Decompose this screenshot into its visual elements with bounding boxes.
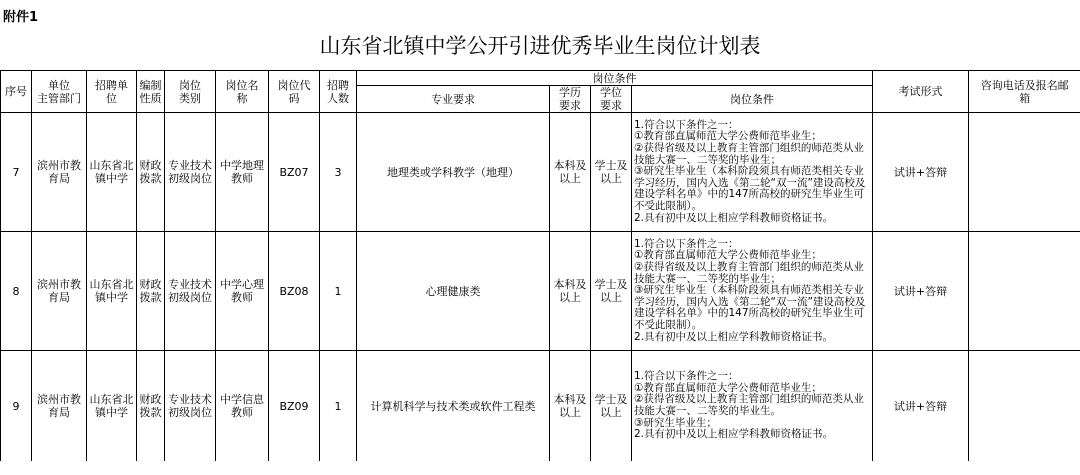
header-conditions: 岗位条件 xyxy=(632,86,873,113)
cell-post-code: BZ09 xyxy=(269,351,320,462)
cell-post-name: 中学地理教师 xyxy=(216,113,269,232)
condition-line: 1.符合以下条件之一： xyxy=(634,118,739,131)
cell-seq: 8 xyxy=(1,232,32,351)
cell-degree: 学士及以上 xyxy=(591,232,632,351)
cell-nature: 财政拨款 xyxy=(137,351,165,462)
cell-contact xyxy=(969,232,1080,351)
cell-unit: 山东省北镇中学 xyxy=(87,232,137,351)
cell-post-code: BZ08 xyxy=(269,232,320,351)
header-post-code: 岗位代 码 xyxy=(269,71,320,113)
cell-degree: 学士及以上 xyxy=(591,351,632,462)
cell-major: 地理类或学科教学（地理） xyxy=(357,113,550,232)
cell-dept: 滨州市教育局 xyxy=(32,113,87,232)
header-unit: 招聘单 位 xyxy=(87,71,137,113)
header-exam: 考试形式 xyxy=(873,71,969,113)
cell-conditions xyxy=(632,232,873,351)
cell-post-name: 中学心理教师 xyxy=(216,232,269,351)
cell-exam: 试讲+答辩 xyxy=(873,113,969,232)
cell-nature: 财政拨款 xyxy=(137,113,165,232)
header-category: 岗位 类别 xyxy=(165,71,216,113)
condition-line: ②获得省级及以上教育主管部门组织的师范类从业技能大赛一、二等奖的毕业生； xyxy=(634,142,864,166)
cell-contact xyxy=(969,351,1080,462)
cell-exam: 试讲+答辩 xyxy=(873,351,969,462)
condition-line: 1.符合以下条件之一： xyxy=(634,370,739,383)
header-count: 招聘 人数 xyxy=(320,71,357,113)
cell-contact xyxy=(969,113,1080,232)
cell-category: 专业技术初级岗位 xyxy=(165,113,216,232)
cell-count: 1 xyxy=(320,351,357,462)
cell-unit: 山东省北镇中学 xyxy=(87,113,137,232)
cell-count: 1 xyxy=(320,232,357,351)
table-row xyxy=(1,113,1080,232)
header-post-name: 岗位名 称 xyxy=(216,71,269,113)
condition-line: 2.具有初中及以上相应学科教师资格证书。 xyxy=(634,428,834,441)
cell-count: 3 xyxy=(320,113,357,232)
cell-unit: 山东省北镇中学 xyxy=(87,351,137,462)
cell-education: 本科及以上 xyxy=(550,113,591,232)
cell-dept: 滨州市教育局 xyxy=(32,232,87,351)
condition-line: ③研究生毕业生； xyxy=(634,416,717,429)
condition-line: ①教育部直属师范大学公费师范毕业生； xyxy=(634,381,822,394)
condition-line: ①教育部直属师范大学公费师范毕业生； xyxy=(634,249,822,262)
page-title: 山东省北镇中学公开引进优秀毕业生岗位计划表 xyxy=(319,34,761,58)
cell-post-name: 中学信息教师 xyxy=(216,351,269,462)
cell-seq: 9 xyxy=(1,351,32,462)
cell-major: 计算机科学与技术类或软件工程类 xyxy=(357,351,550,462)
header-seq: 序号 xyxy=(1,71,32,113)
cell-post-code: BZ07 xyxy=(269,113,320,232)
cell-seq: 7 xyxy=(1,113,32,232)
cell-category: 专业技术初级岗位 xyxy=(165,351,216,462)
condition-line: ②获得省级及以上教育主管部门组织的师范类从业技能大赛一、二等奖的毕业生。 xyxy=(634,393,864,417)
condition-line: ③研究生毕业生（本科阶段须具有师范类相关专业学习经历，国内入选《第二轮“双一流”建设高校及建设学科名单》中的147所高校的研究生毕业生可不受此限制）。 xyxy=(634,284,866,331)
table-row xyxy=(1,232,1080,351)
cell-category: 专业技术初级岗位 xyxy=(165,232,216,351)
cell-conditions xyxy=(632,351,873,462)
header-dept: 单位 主管部门 xyxy=(32,71,87,113)
condition-line: ②获得省级及以上教育主管部门组织的师范类从业技能大赛一、二等奖的毕业生； xyxy=(634,261,864,285)
condition-line: 2.具有初中及以上相应学科教师资格证书。 xyxy=(634,330,834,343)
condition-line: ①教育部直属师范大学公费师范毕业生； xyxy=(634,130,822,143)
header-education: 学历 要求 xyxy=(550,86,591,113)
table-row xyxy=(1,351,1080,462)
condition-line: 2.具有初中及以上相应学科教师资格证书。 xyxy=(634,211,834,224)
header-degree: 学位 要求 xyxy=(591,86,632,113)
cell-exam: 试讲+答辩 xyxy=(873,232,969,351)
condition-line: 1.符合以下条件之一： xyxy=(634,237,739,250)
header-conditions-group: 岗位条件 xyxy=(357,71,873,86)
header-contact: 咨询电话及报名邮 箱 xyxy=(969,71,1080,113)
cell-conditions xyxy=(632,113,873,232)
condition-line: ③研究生毕业生（本科阶段须具有师范类相关专业学习经历，国内入选《第二轮“双一流”建设高校及建设学科名单》中的147所高校的研究生毕业生可不受此限制）。 xyxy=(634,165,866,212)
header-major: 专业要求 xyxy=(357,86,550,113)
cell-dept: 滨州市教育局 xyxy=(32,351,87,462)
cell-degree: 学士及以上 xyxy=(591,113,632,232)
cell-education: 本科及以上 xyxy=(550,351,591,462)
attachment-label: 附件1 xyxy=(3,10,39,25)
cell-major: 心理健康类 xyxy=(357,232,550,351)
cell-nature: 财政拨款 xyxy=(137,232,165,351)
header-nature: 编制 性质 xyxy=(137,71,165,113)
cell-education: 本科及以上 xyxy=(550,232,591,351)
job-plan-table xyxy=(0,70,1080,461)
